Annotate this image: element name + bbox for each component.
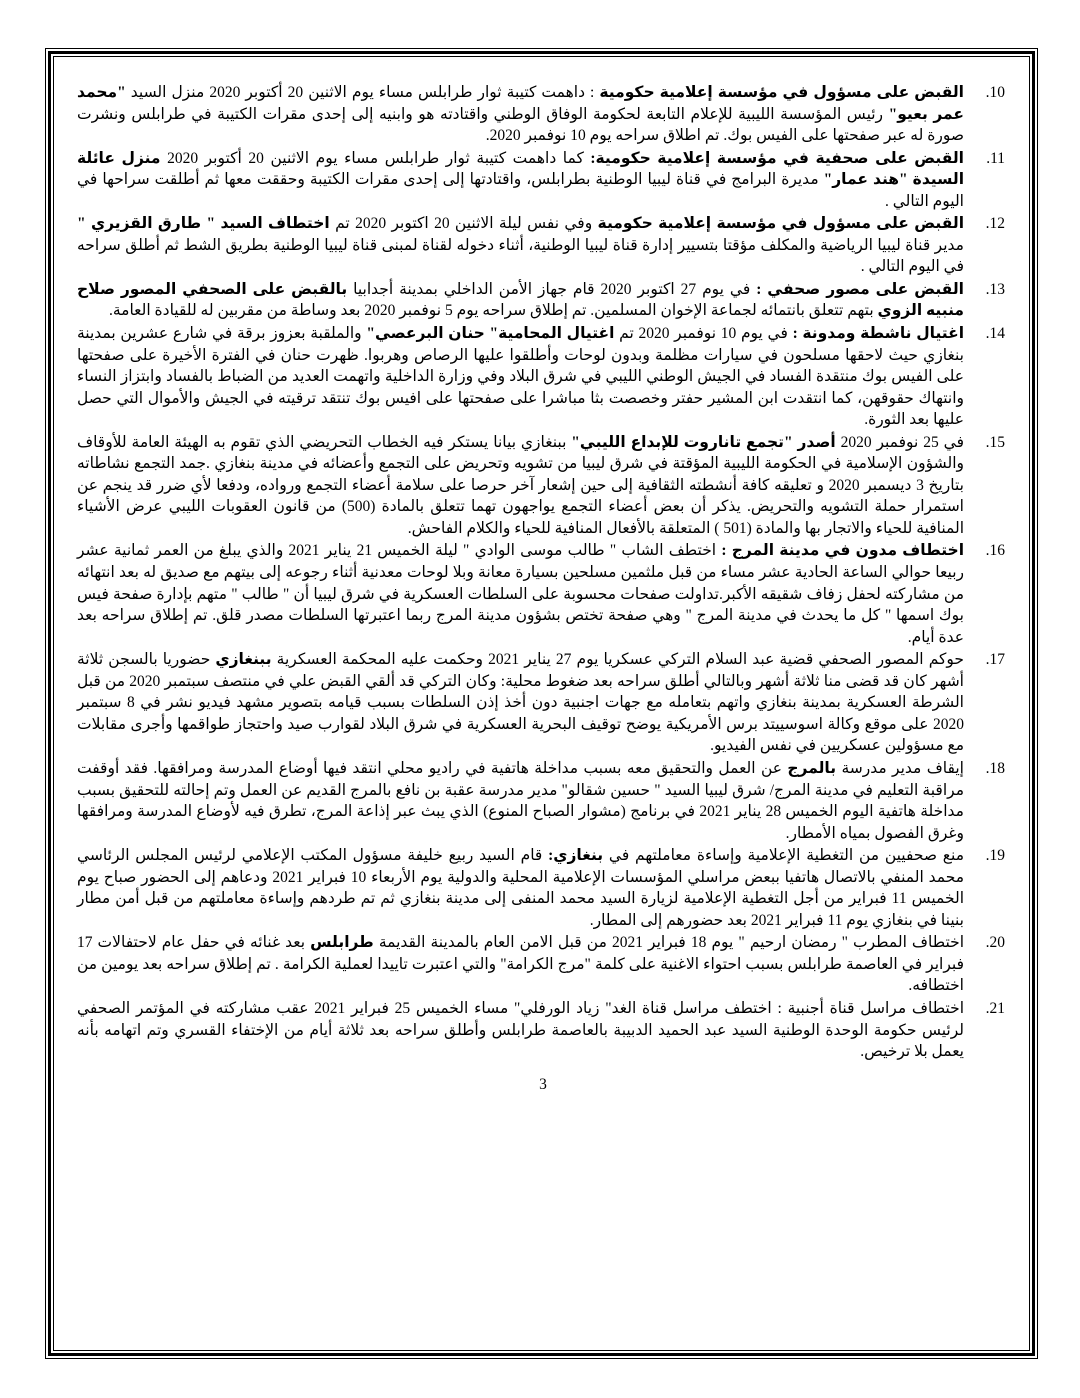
item-text-run: اختطاف مراسل قناة أجنبية : اختطف مراسل قناة الغد" زياد الورفلي" مساء الخميس 25 فبراير 2021 عقب مشاركته في المؤتمر الصحفي لرئيس حكومة الوحدة الوطنية السيد عبد الحميد الدبيبة بالعاصمة طرابلس وأطلق سراحه بعد ثلاثة أيام من الإختفاء القسري وتم اتهامه بأنه يعمل بلا ترخيص. [77, 999, 965, 1061]
item-number: 14. [985, 325, 1005, 343]
item-text-bold-run: اختطاف السيد " طارق القزيري " [77, 215, 330, 233]
item-text-run: عن العمل والتحقيق معه بسبب مداخلة هاتفية في راديو محلي انتقد فيها أوضاع المدرسة ومرافقها. فقد أوقفت مراقبة التعليم في مدينة المرج/ شرق ليبيا السيد " حسين شقالو" مدير مدرسة عقبة بن نافع بالمرج القديم عن العمل وتم إحالته للتحقيق بسبب مداخلة هاتفية اليوم الخميس 28 يناير 2021 في برنامج (مشوار الصباح المنوع) الذي يبث عبر إذاعة المرج، تطرق فيه لأوضاع المدرسة ومرافقها وغرق الفصول بمياه الأمطار. [77, 759, 964, 842]
violation-item [77, 323, 1009, 431]
item-text-run: مديرة البرامج في قناة ليبيا الوطنية بطرابلس، واقتادتها إلى إحدى مقرات الكتيبة وحققت معها ثم أطلقت سراحها في اليوم التالي . [77, 171, 964, 210]
item-text-run: اختطاف المطرب " رمضان ارحيم " يوم 18 فبراير 2021 من قبل الامن العام بالمدينة القديمة [373, 934, 965, 952]
item-text-bold-run: منزل عائلة السيدة "هند عمار" [77, 149, 965, 189]
violation-item [77, 649, 1009, 757]
item-text-run: اختطف الشاب " طالب موسى الوادي " ليلة الخميس 21 يناير 2021 والذي يبلغ من العمر ثمانية عشر ربيعا حوالي الساعة الحادية عشر مساء من قبل ملثمين مسلحين بسيارة معانة وبلا لوحات معدنية أثناء رجوعه إلى بيتهم مع صديق له بعد انتهائه من مشاركته لحفل زفاف شقيقه الأكبر.تداولت صفحات محسوبة على السلطات العسكرية في شرق ليبيا أن " طالب " متهم بإدارة صفحة فيس بوك اسمها " كل ما يحدث في مدينة المرج " وهي صفحة تختص بشؤون مدينة المرج ربما اعتبرتها السلطات مصدر قلق. تم إطلاق سراحه بعد عدة أيام. [77, 542, 964, 646]
item-text-bold-run: "محمد عمر بعيو" [77, 84, 964, 123]
item-text-bold-run: اغتيال ناشطة ومدونة : [792, 325, 965, 343]
page-border-outer [45, 48, 1038, 1359]
item-text-bold-run: القبض على مصور صحفي : [756, 280, 964, 298]
item-text-run: إيقاف مدير مدرسة [836, 759, 964, 777]
item-text-run: قام السيد ربيع خليفة مسؤول المكتب الإعلامي لرئيس المجلس الرئاسي محمد المنفي بالاتصال هاتفيا ببعض مراسلي المؤسسات الإعلامية المحلية والدولية يوم الأربعاء 10 فبراير 2021 ودعاهم إلى الحضور صباح يوم الخميس 11 فبراير من أجل التغطية الإعلامية لزيارة السيد محمد المنفى إلى مدينة بنغازي ثم تم طردهم وإساءة معاملتهم من قبل أمن مطار بنينا في بنغازي يوم 11 فبراير 2021 بعد حضورهم إلى المطار. [77, 847, 965, 929]
item-text [77, 934, 964, 994]
violation-item [77, 148, 1009, 213]
item-text-run: في 25 نوفمبر 2020 [835, 433, 964, 451]
item-text-bold-run: القبض على صحفية في مؤسسة إعلامية حكومية: [590, 149, 964, 167]
item-text-run: كما داهمت كتيبة ثوار طرابلس مساء يوم الاثنين 20 أكتوبر 2020 [160, 149, 591, 167]
violation-item [77, 213, 1009, 278]
item-text [77, 651, 964, 754]
item-text-bold-run: بالقبض على الصحفي المصور صلاح منبيه الزوي [77, 280, 964, 320]
item-text-bold-run: اختطاف مدون في مدينة المرج : [721, 542, 965, 560]
item-number: 18. [985, 759, 1005, 777]
item-text-run: رئيس المؤسسة الليبية للإعلام التابعة لحكومة الوفاق الوطني واقتادته هو وابنيه إلى إحدى مقرات الكتيبة في طرابلس ونشرت صورة له عبر صفحتها على الفيس بوك. تم اطلاق سراحه يوم 10 نوفمبر 2020. [77, 105, 964, 145]
page-border-inner [53, 56, 1030, 1351]
item-text [77, 542, 964, 645]
violation-item [77, 82, 1009, 147]
item-number: 16. [985, 542, 1005, 560]
item-text-run: منع صحفيين من التغطية الإعلامية وإساءة معاملتهم في [603, 847, 964, 865]
violation-item [77, 540, 1009, 648]
item-text-run: حضوريا بالسجن ثلاثة أشهر كان قد قضى منا ثلاثة أشهر وبالتالي أطلق سراحه بعد ضغوط محلية: وكان التركي قد ألقي القبض علي في منتصف سبتمبر 2020 من قبل الشرطة العسكرية بمدينة بنغازي واتهم بتعامله مع جهات اجنبية دون أخذ إذن السلطات بسبب قيامه بتصوير مشهد فيديو نشر في 8 سبتمبر 2020 على موقع وكالة اسوسييتد برس الأمريكية يوضح توقيف البحرية العسكرية في شرق البلاد لقوارب صيد واحتجاز طواقمها وأجرى مقابلات مع مسؤولين عسكريين في نفس الفيديو. [77, 651, 964, 755]
item-text-run: بتهم تتعلق بانتمائه لجماعة الإخوان المسلمين. تم إطلاق سراحه يوم 5 نوفمبر 2020 بعد وساطة من مقربين له للقيادة العامة. [108, 302, 878, 320]
violation-item [77, 758, 1009, 844]
item-text-bold-run: طرابلس [310, 934, 374, 952]
item-number: 10. [985, 84, 1005, 101]
violation-item [77, 845, 1009, 931]
item-number: 21. [985, 999, 1005, 1017]
item-text-bold-run: أصدر "تجمع تاناروت للإبداع الليبي" [571, 433, 836, 451]
violation-item [77, 279, 1009, 322]
item-text-run: بعد غنائه في حفل عام لاحتفالات 17 فبراير في العاصمة طرابلس بسبب احتواء الاغنية على كلمة "مرج الكرامة" والتي اعتبرت تاييدا لعملية الكرامة . تم إطلاق سراحه بعد يومين من اختطافه. [77, 934, 964, 995]
item-text-bold-run: اغتيال المحامية" حنان البرعصي" [366, 325, 615, 343]
item-text-bold-run: بالمرج [787, 759, 837, 777]
page-content [54, 57, 1029, 1350]
item-text-run: في يوم 27 اكتوبر 2020 قام جهاز الأمن الداخلي بمدينة أجدابيا [347, 280, 757, 298]
item-text-bold-run: القبض على مسؤول في مؤسسة إعلامية حكومية [599, 84, 964, 101]
item-text-run: وفي نفس ليلة الاثنين 20 اكتوبر 2020 تم [329, 215, 598, 233]
violations-list [77, 82, 1009, 1063]
item-text [77, 215, 964, 275]
item-number: 19. [985, 847, 1005, 865]
item-number: 20. [985, 934, 1005, 952]
item-text [77, 150, 964, 210]
item-text-run: مدير قناة ليبيا الرياضية والمكلف مؤقتا بتسيير إدارة قناة ليبيا الوطنية، أثناء دخوله لقناة لمبنى قناة ليبيا الوطنية بطريق الشط ثم أطلق سراحه في اليوم التالي . [77, 236, 964, 276]
item-text-bold-run: القبض على مسؤول في مؤسسة إعلامية حكومية [597, 215, 965, 233]
item-number: 11. [986, 149, 1005, 167]
item-text [77, 434, 964, 537]
item-text-bold-run: ببنغازي [215, 651, 272, 669]
page-border-middle [48, 51, 1035, 1356]
item-text [77, 847, 964, 929]
item-text [77, 325, 964, 428]
item-text-run: ببنغازي بيانا يستكر فيه الخطاب التحريضي الذي تقوم به الهيئة العامة للأوقاف والشؤون الإسلامية في الحكومة الليبية المؤقتة في شرق ليبيا من تشويه وتحريض على التجمع وأعضائه في مدينة بنغازي .جمد التجمع نشاطاته بتاريخ 3 ديسمبر 2020 و تعليقه كافة أنشطته الثقافية إلى حين إشعار آخر حرصا على سلامة أعضاء التجمع ورواده، ودفعا لأي ضرر قد ينجم عن استمرار حملة التشويه والتحريض. يذكر أن بعض أعضاء التجمع يواجهون تهما تتعلق بالمادة (500) من قانون العقوبات الليبي عرض الأشياء المنافية للحياء والاتجار بها والمادة (501 ) المتعلقة بالأفعال المنافية للحياء والكلام الفاحش. [77, 433, 964, 537]
item-text [77, 1000, 964, 1060]
item-text-run: في يوم 10 نوفمبر 2020 تم [614, 325, 793, 343]
violation-item [77, 998, 1009, 1063]
item-text-bold-run: بنغازي: [548, 847, 604, 865]
item-text [77, 760, 964, 842]
page-number: 3 [539, 1075, 547, 1093]
violation-item [77, 432, 1009, 540]
item-text-run: والملقبة بعزوز برقة في شارع عشرين بمدينة بنغازي حيث لاحقها مسلحون في سيارات مظلمة وبدون لوحات وأطلقوا عليها الرصاص وهربوا. ظهرت حنان في الفترة الأخيرة على صفحتها على الفيس بوك منتقدة الفساد في الجيش الوطني الليبي في شرق البلاد وفي وزارة الداخلية واتهمت العديد من الضباط بالفساد وابتزاز النساء وانتهاك حقوقهن، كما انتقدت ابن المشير حفتر وخصصت بثا مباشرا على صفحتها على افيس بوك تنتقد ترقيته في الجيش والأموال التي حصل عليها بعد الثورة. [77, 325, 964, 429]
item-text-run: : داهمت كتيبة ثوار طرابلس مساء يوم الاثنين 20 أكتوبر 2020 منزل السيد [125, 84, 600, 101]
item-number: 17. [985, 651, 1005, 669]
item-text [77, 281, 964, 320]
item-number: 13. [985, 280, 1005, 298]
item-number: 15. [985, 433, 1005, 451]
violation-item [77, 932, 1009, 997]
item-number: 12. [985, 215, 1005, 233]
item-text [77, 84, 964, 144]
item-text-run: حوكم المصور الصحفي قضية عبد السلام التركي عسكريا يوم 27 يناير 2021 وحكمت عليه المحكمة العسكرية [271, 651, 964, 669]
